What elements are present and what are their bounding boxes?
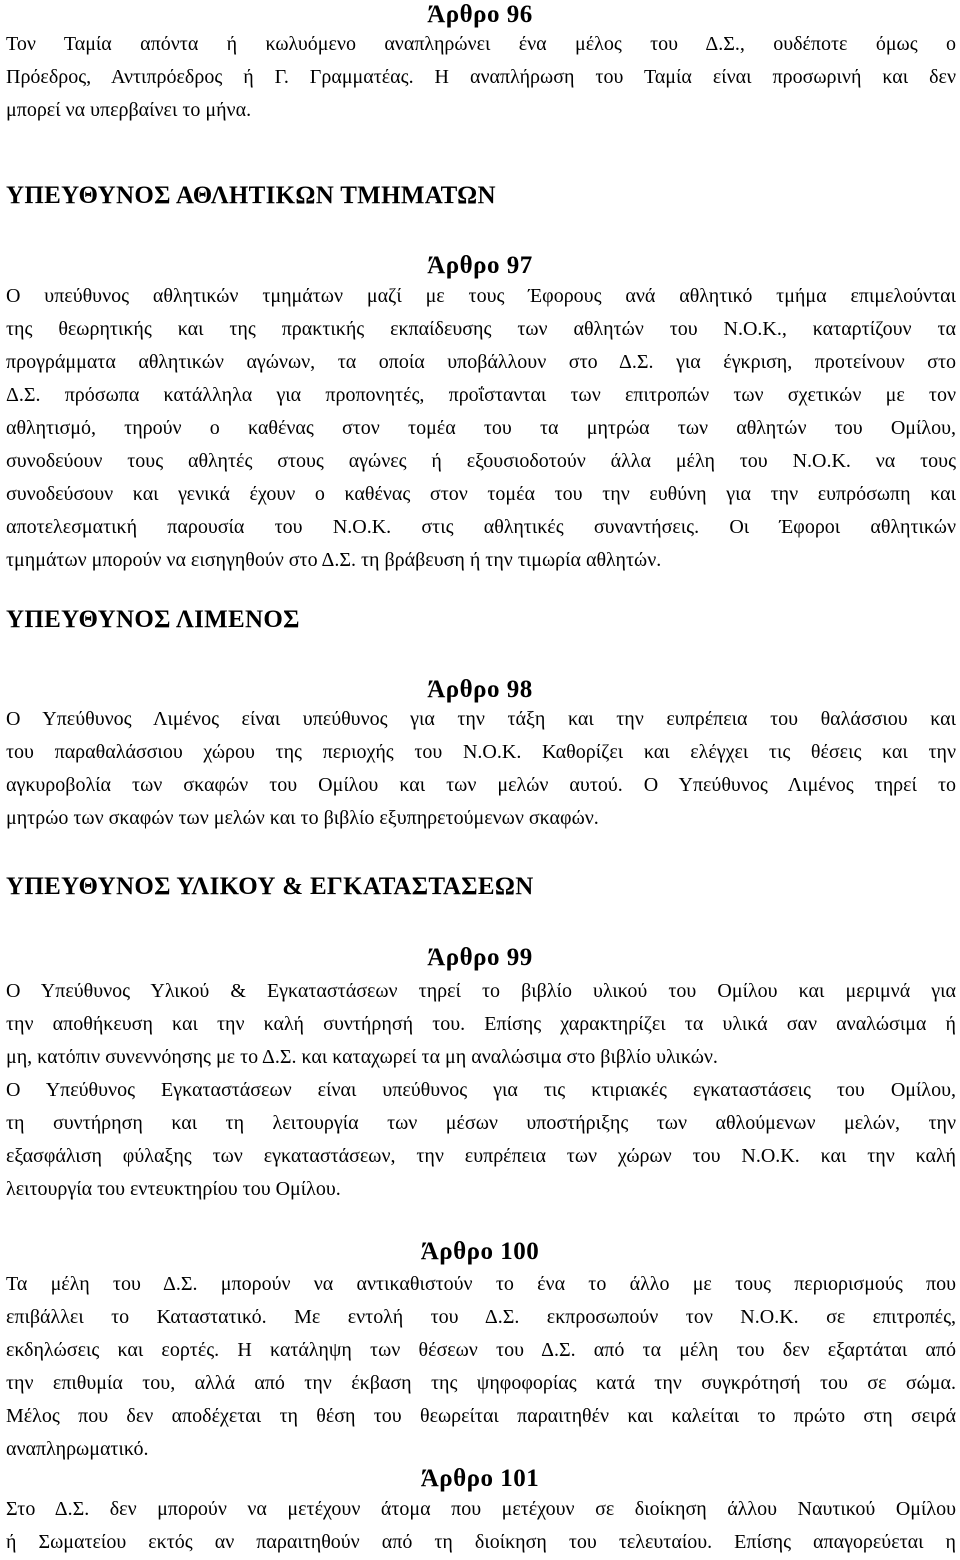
text-line: επιβάλλει το Καταστατικό. Με εντολή του Δ.Σ. εκπροσωπούν τον Ν.Ο.Κ. σε επιτροπές, [6,1306,956,1328]
text-line: εκδηλώσεις και εορτές. Η κατάληψη των θέσεων του Δ.Σ. από τα μέλη του δεν εξαρτάται από [6,1339,956,1361]
text-line: αποτελεσματική παρουσία του Ν.Ο.Κ. στις αθλητικές συναντήσεις. Οι Έφοροι αθλητικών [6,516,956,538]
text-line: Δ.Σ. πρόσωπα κατάλληλα για προπονητές, προΐστανται των επιτροπών των σχετικών με τον [6,384,956,406]
paragraph [0,1268,960,1466]
article-101-body [0,1493,960,1559]
article-101 [0,1464,960,1494]
article-heading: Άρθρο 101 [420,1465,540,1492]
article-98 [0,675,960,705]
text-line: της θεωρητικής και της πρακτικής εκπαίδευσης των αθλητών του Ν.Ο.Κ., καταρτίζουν τα [6,318,956,340]
article-100-body [0,1268,960,1466]
section-heading: ΥΠΕΥΘΥΝΟΣ ΥΛΙΚΟΥ & ΕΓΚΑΤΑΣΤΑΣΕΩΝ [6,873,534,900]
text-line: συνοδεύσουν και γενικά έχουν ο καθένας στον τομέα του την ευθύνη για την ευπρόσωπη και [6,483,956,505]
article-98-body [0,703,960,835]
article-heading: Άρθρο 99 [427,944,533,971]
article-100 [0,1237,960,1267]
text-line: μπορεί να υπερβαίνει το μήνα. [6,99,252,121]
text-line: τη συντήρηση και τη λειτουργία των μέσων υποστήριξης των αθλούμενων μελών, την [6,1112,956,1134]
article-99 [0,943,960,973]
text-line: Τα μέλη του Δ.Σ. μπορούν να αντικαθιστούν το ένα το άλλο με τους περιορισμούς που [6,1273,956,1295]
text-line: εξασφάλιση φύλαξης των εγκαταστάσεων, την ευπρέπεια των χώρων του Ν.Ο.Κ. και την καλή [6,1145,956,1167]
text-line: Ο Υπεύθυνος Εγκαταστάσεων είναι υπεύθυνος για τις κτιριακές εγκαταστάσεις του Ομίλου, [6,1079,956,1101]
article-99-body [0,975,960,1206]
text-line: αθλητισμό, τηρούν ο καθένας στον τομέα του τα μητρώα των αθλητών του Ομίλου, [6,417,956,439]
text-line: μητρώο των σκαφών των μελών και το βιβλίο εξυπηρετούμενων σκαφών. [6,807,599,829]
text-line: αγκυροβολία των σκαφών του Ομίλου και των μελών αυτού. Ο Υπεύθυνος Λιμένος τηρεί το [6,774,956,796]
text-line: την αποθήκευση και την καλή συντήρησή του. Επίσης χαρακτηρίζει τα υλικά σαν αναλώσιμα ή [6,1013,956,1035]
text-line: λειτουργία του εντευκτηρίου του Ομίλου. [6,1178,341,1200]
article-heading: Άρθρο 98 [427,676,533,703]
text-line: την επιθυμία του, αλλά από την έκβαση της ψηφοφορίας κατά την συγκρότησή του σε σώμα. [6,1372,956,1394]
text-line: Πρόεδρος, Αντιπρόεδρος ή Γ. Γραμματέας. Η αναπλήρωση του Ταμία είναι προσωρινή και δεν [6,66,956,88]
text-line: του παραθαλάσσιου χώρου της περιοχής του Ν.Ο.Κ. Καθορίζει και ελέγχει τις θέσεις και την [6,741,956,763]
article-heading: Άρθρο 96 [427,1,533,28]
text-line: Ο Υπεύθυνος Υλικού & Εγκαταστάσεων τηρεί το βιβλίο υλικού του Ομίλου και μεριμνά για [6,980,956,1002]
paragraph [0,975,960,1206]
article-96-body [0,28,960,127]
article-97-body [0,280,960,577]
text-line: αναπληρωματικό. [6,1438,149,1460]
section-heading: ΥΠΕΥΘΥΝΟΣ ΑΘΛΗΤΙΚΩΝ ΤΜΗΜΑΤΩΝ [6,182,496,209]
paragraph [0,280,960,577]
text-line: τμημάτων μπορούν να εισηγηθούν στο Δ.Σ. τη βράβευση ή την τιμωρία αθλητών. [6,549,662,571]
article-96 [0,0,960,30]
text-line: συνοδεύουν τους αθλητές στους αγώνες ή εξουσιοδοτούν άλλα μέλη του Ν.Ο.Κ. να τους [6,450,956,472]
article-heading: Άρθρο 100 [420,1238,540,1265]
text-line: Ο υπεύθυνος αθλητικών τμημάτων μαζί με τους Έφορους ανά αθλητικό τμήμα επιμελούνται [6,285,956,307]
text-line: Τον Ταμία απόντα ή κωλυόμενο αναπληρώνει ένα μέλος του Δ.Σ., ουδέποτε όμως ο [6,33,956,55]
section-heading: ΥΠΕΥΘΥΝΟΣ ΛΙΜΕΝΟΣ [6,606,300,633]
text-line: προγράμματα αθλητικών αγώνων, τα οποία υποβάλλουν στο Δ.Σ. για έγκριση, προτείνουν στο [6,351,956,373]
paragraph [0,28,960,127]
text-line: Ο Υπεύθυνος Λιμένος είναι υπεύθυνος για την τάξη και την ευπρέπεια του θαλάσσιου και [6,708,956,730]
article-heading: Άρθρο 97 [427,252,533,279]
paragraph [0,1493,960,1559]
paragraph [0,703,960,835]
text-line: Στο Δ.Σ. δεν μπορούν να μετέχουν άτομα που μετέχουν σε διοίκηση άλλου Ναυτικού Ομίλου [6,1498,956,1520]
text-line: ή Σωματείου εκτός αν παραιτηθούν από τη διοίκηση του τελευταίου. Επίσης απαγορεύεται η [6,1531,956,1553]
text-line: Μέλος που δεν αποδέχεται τη θέση του θεωρείται παραιτηθέν και καλείται το πρώτο στη σειρά [6,1405,956,1427]
text-line: μη, κατόπιν συνεννόησης με το Δ.Σ. και καταχωρεί τα μη αναλώσιμα στο βιβλίο υλικών. [6,1046,718,1068]
article-97 [0,251,960,281]
